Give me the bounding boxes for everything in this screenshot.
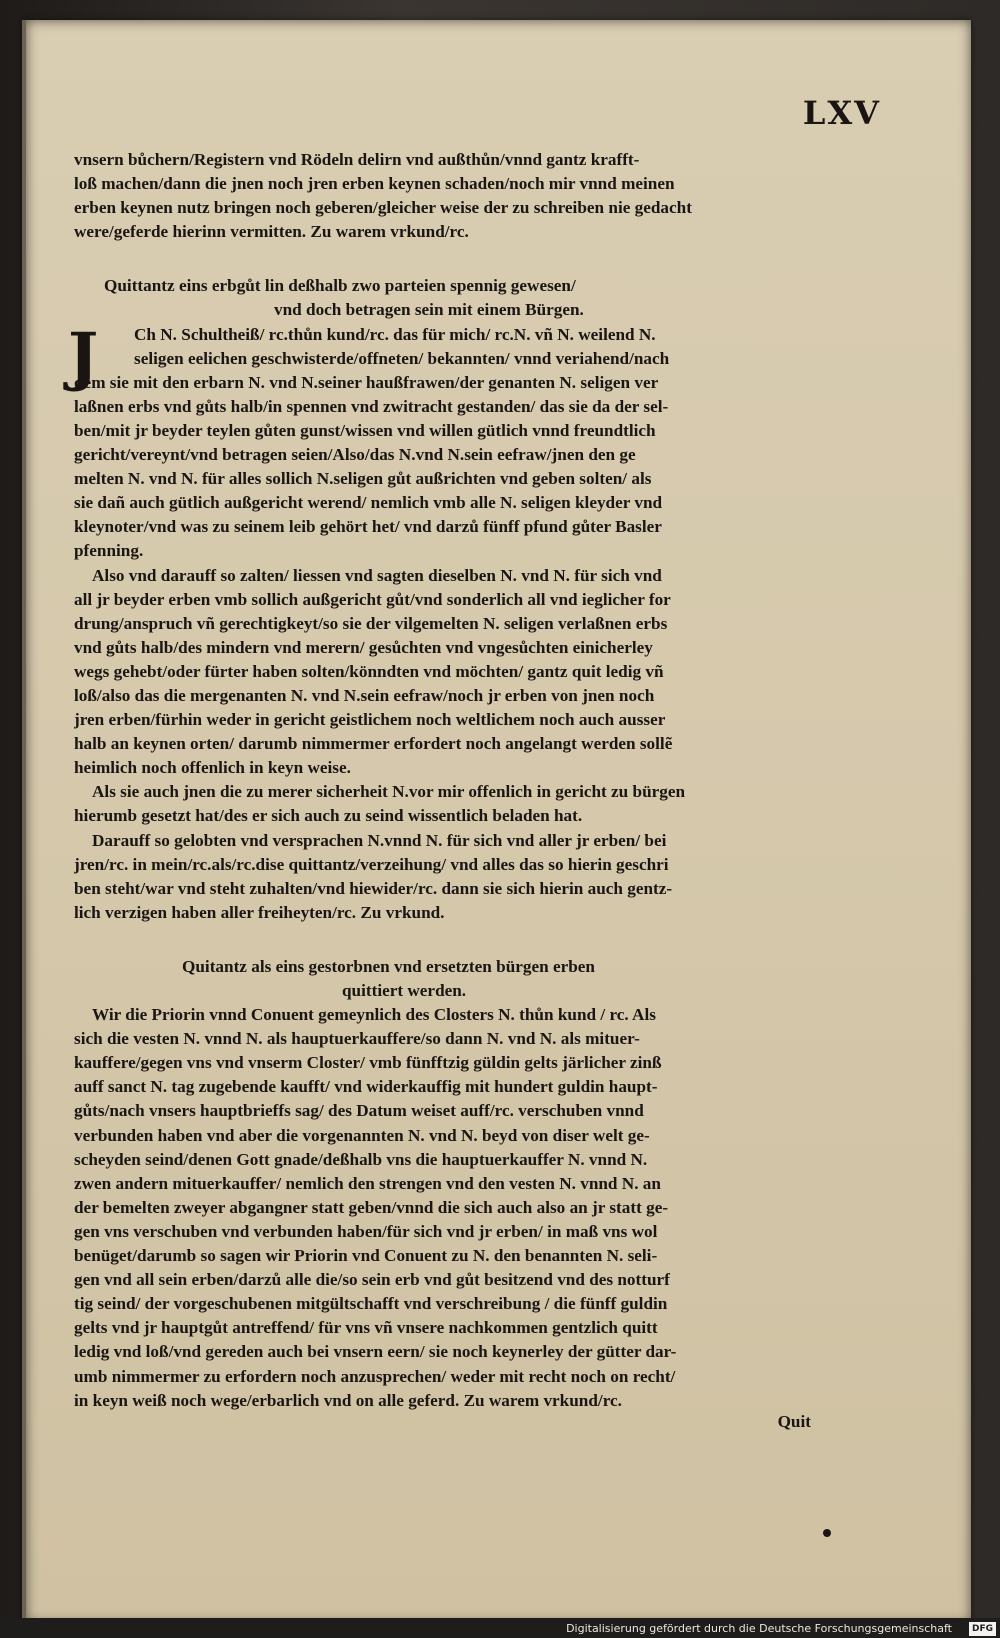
text-line: seligen eelichen geschwisterde/offneten/ bekannten/ vnnd veriahend/nach — [134, 348, 670, 368]
text-line: umb nimmermer zu erfordern noch anzusprechen/ weder mit recht noch on recht/ — [74, 1366, 676, 1386]
text-line: wegs gehebt/oder fürter haben solten/könndten vnd möchten/ gantz quit ledig vñ — [74, 661, 664, 681]
text-line: lich verzigen haben aller freiheyten/rc. Zu vrkund. — [74, 902, 445, 922]
text-line: heimlich noch offenlich in keyn weise. — [74, 758, 351, 778]
text-line: loß machen/dann die jnen noch jren erben keynen schaden/noch mir vnnd meinen — [74, 174, 675, 194]
text-line: verbunden haben vnd aber die vorgenannten N. vnd N. beyd von diser welt ge- — [74, 1125, 650, 1145]
paragraph — [74, 564, 834, 781]
book-page — [22, 20, 971, 1623]
text-line: gericht/vereynt/vnd betragen seien/Also/das N.vnd N.sein eefraw/jnen den ge — [74, 445, 636, 465]
heading-line: Quittantz eins erbgůt lin deßhalb zwo parteien spennig gewesen/ — [104, 276, 576, 296]
folio-number: LXV — [802, 94, 881, 132]
text-line: Also vnd darauff so zalten/ liessen vnd sagten dieselben N. vnd N. für sich vnd — [92, 565, 662, 585]
text-line: all jr beyder erben vmb sollich außgericht gůt/vnd sonderlich all vnd ieglicher for — [74, 589, 671, 609]
text-line: halb an keynen orten/ darumb nimmermer erfordert noch angelangt werden sollẽ — [74, 734, 673, 754]
heading-line: quittiert werden. — [342, 981, 467, 1000]
spacer — [74, 244, 834, 274]
text-line: gůts/nach vnsers hauptbrieffs sag/ des Datum weiset auff/rc. verschuben vnnd — [74, 1101, 644, 1121]
text-line: ben/mit jr beyder teylen gůten gunst/wissen vnd willen gütlich vnnd freundtlich — [74, 420, 656, 440]
text-line: loß/also das die mergenanten N. vnd N.sein eefraw/noch jr erben von jnen noch — [74, 685, 655, 705]
text-line: zwen andern mituerkauffer/ nemlich den strengen vnd den vesten N. vnnd N. an — [74, 1173, 661, 1193]
text-line: Als sie auch jnen die zu merer sicherheit N.vor mir offenlich in gericht zu bürgen — [92, 782, 686, 802]
text-line: jren/rc. in mein/rc.als/rc.dise quittantz/verzeihung/ vnd alles das so hierin geschri — [74, 854, 669, 874]
text-line: kauffere/gegen vns vnd vnserm Closter/ vmb fünfftzig güldin gelts järlicher zinß — [74, 1053, 662, 1073]
page-mark-dot — [823, 1529, 831, 1537]
text-line: sie dañ auch gütlich außgericht werend/ nemlich vmb alle N. seligen kleyder vnd — [74, 493, 663, 513]
heading-line: vnd doch betragen sein mit einem Bürgen. — [274, 300, 584, 320]
text-block — [68, 148, 834, 1413]
paragraph — [74, 780, 834, 828]
text-line: der bemelten zweyer abgangner statt geben/vnnd die sich auch also an jr statt ge- — [74, 1197, 669, 1217]
text-line: gelts vnd jr hauptgůt antreffend/ für vns vñ vnsere nachkommen gentzlich quitt — [74, 1318, 658, 1338]
text-line: ledig vnd loß/vnd gereden auch bei vnsern eern/ sie noch keynerley der gütter dar- — [74, 1342, 677, 1362]
text-line: erben keynen nutz bringen noch geberen/gleicher weise der zu schreiben nie gedacht — [74, 198, 692, 218]
decorated-initial: J — [68, 318, 99, 394]
text-line: tig seind/ der vorgeschubenen mitgültschafft vnd verschreibung / die fünff guldin — [74, 1294, 668, 1314]
heading-line: Quitantz als eins gestorbnen vnd ersetzten bürgen erben — [182, 956, 595, 976]
text-line: drung/anspruch vñ gerechtigkeyt/so sie der vilgemelten N. seligen verlaßnen erbs — [74, 613, 668, 633]
paragraph — [74, 829, 834, 925]
text-line: Wir die Priorin vnnd Conuent gemeynlich des Closters N. thůn kund / rc. Als — [92, 1005, 656, 1025]
funding-notice: Digitalisierung gefördert durch die Deutsche Forschungsgemeinschaft — [566, 1622, 952, 1635]
text-line: dem sie mit den erbarn N. vnd N.seiner haußfrawen/der genanten N. seligen ver — [74, 372, 659, 392]
text-line: auff sanct N. tag zugebende kaufft/ vnd widerkauffig mit hundert guldin haupt- — [74, 1077, 658, 1097]
text-line: gen vns verschuben vnd verbunden haben/für sich vnd jr erben/ in maß vns wol — [74, 1221, 658, 1241]
section-body — [74, 1003, 834, 1413]
text-line: Darauff so gelobten vnd versprachen N.vnnd N. für sich vnd aller jr erben/ bei — [92, 830, 667, 850]
dfg-logo: DFG — [969, 1622, 996, 1636]
text-line: vnd gůts halb/des mindern vnd merern/ gesůchten vnd vngesůchten einicherley — [74, 637, 653, 657]
text-line: pfenning. — [74, 541, 144, 561]
text-line: Ch N. Schultheiß/ rc.thůn kund/rc. das für mich/ rc.N. vñ N. weilend N. — [134, 324, 656, 344]
text-line: were/geferde hierinn vermitten. Zu warem vrkund/rc. — [74, 222, 469, 242]
text-line: laßnen erbs vnd gůts halb/in spennen vnd zwitracht gestanden/ das sie da der sel- — [74, 396, 669, 416]
spacer — [74, 925, 834, 955]
text-line: in keyn weiß noch wege/erbarlich vnd on alle geferd. Zu warem vrkund/rc. — [74, 1390, 622, 1410]
text-line: melten N. vnd N. für alles sollich N.seligen gůt außrichten vnd geben solten/ als — [74, 469, 652, 489]
text-line: jren erben/fürhin weder in gericht geistlichem noch weltlichem noch auch ausser — [74, 710, 666, 730]
text-line: kleynoter/vnd was zu seinem leib gehört het/ vnd darzů fünff pfund gůter Basler — [74, 517, 662, 537]
text-line: sich die vesten N. vnnd N. als hauptuerkauffere/so dann N. vnd N. als mituer- — [74, 1029, 640, 1049]
section-heading — [74, 955, 834, 1003]
section-body — [68, 318, 834, 564]
text-line: scheyden seind/denen Gott gnade/deßhalb vns die hauptuerkauffer N. vnnd N. — [74, 1149, 648, 1169]
section-heading — [74, 274, 834, 322]
catchword: Quit — [777, 1412, 811, 1431]
text-line: hierumb gesetzt hat/des er sich auch zu seind wissentlich beladen hat. — [74, 806, 583, 826]
text-line: benüget/darumb so sagen wir Priorin vnd Conuent zu N. den benannten N. seli- — [74, 1246, 658, 1266]
text-line: ben steht/war vnd steht zuhalten/vnd hiewider/rc. dann sie sich hierin auch gentz- — [74, 878, 673, 898]
continuation-paragraph — [74, 148, 834, 244]
text-line: vnsern bůchern/Registern vnd Rödeln delirn vnd außthůn/vnnd gantz krafft- — [74, 150, 640, 169]
text-line: gen vnd all sein erben/darzů alle die/so sein erb vnd gůt besitzend vnd des notturf — [74, 1270, 670, 1290]
footer-bar — [0, 1618, 1000, 1638]
